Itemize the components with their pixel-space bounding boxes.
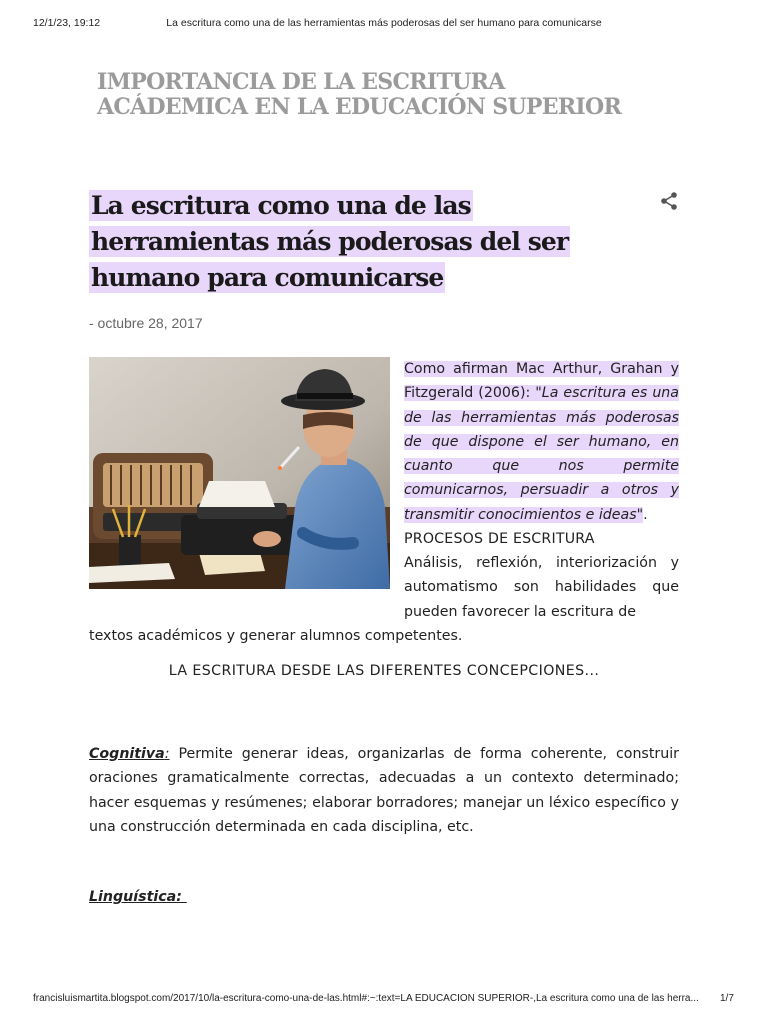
print-header — [0, 17, 768, 33]
print-footer — [0, 993, 768, 1009]
print-page-number: 1/7 — [720, 993, 734, 1004]
post-title-text: La escritura como una de las herramientas más poderosas del ser humano para comunicarse — [91, 191, 569, 292]
quote-paragraph — [404, 357, 679, 527]
print-date: 12/1/23, 19:12 — [33, 17, 101, 29]
linguistica-label: Linguística: — [89, 889, 187, 905]
quote-intro: Como afirman Mac Arthur, Grahan y Fitzgerald (2006): — [404, 361, 679, 402]
procesos-heading: PROCESOS DE ESCRITURA — [404, 531, 595, 547]
post-date[interactable]: - octubre 28, 2017 — [89, 315, 203, 331]
cognitiva-term: Cognitiva — [89, 746, 165, 762]
post-title — [89, 188, 629, 296]
blog-title[interactable]: IMPORTANCIA DE LA ESCRITURA ACÁDEMICA EN LA EDUCACIÓN SUPERIOR — [97, 69, 622, 120]
cognitiva-text: Permite generar ideas, organizarlas de forma coherente, construir oraciones gramaticalmente correctas, adecuadas a un contexto determinado; hacer esquemas y resúmenes; elaborar borradores; manejar un léxico específico y una construcción determinada en cada disciplina, etc. — [89, 746, 679, 835]
procesos-text: Análisis, reflexión, interiorización y automatismo son habilidades que pueden favorecer la escritura de — [404, 555, 679, 620]
quote-end: . — [643, 506, 648, 523]
share-icon[interactable] — [658, 190, 680, 212]
print-page-title: La escritura como una de las herramientas más poderosas del ser humano para comunicarse — [166, 17, 602, 29]
linguistica-term — [89, 889, 187, 905]
section-heading: LA ESCRITURA DESDE LAS DIFERENTES CONCEPCIONES... — [168, 663, 600, 679]
cognitiva-paragraph — [89, 742, 679, 839]
quote-text: "La escritura es una de las herramientas más poderosas de que dispone el ser humano, en cuanto que nos permite comunicarnos, persuadir a otros y transmitir conocimientos e ideas" — [404, 385, 679, 523]
procesos-text-tail: textos académicos y generar alumnos competentes. — [89, 628, 463, 644]
print-url: francisluismartita.blogspot.com/2017/10/la-escritura-como-una-de-las.html#:~:text=LA EDUCACION SUPERIOR-,La escritura como una de las herra... — [33, 993, 699, 1004]
post-image — [89, 357, 390, 589]
cognitiva-colon: : — [164, 746, 170, 762]
